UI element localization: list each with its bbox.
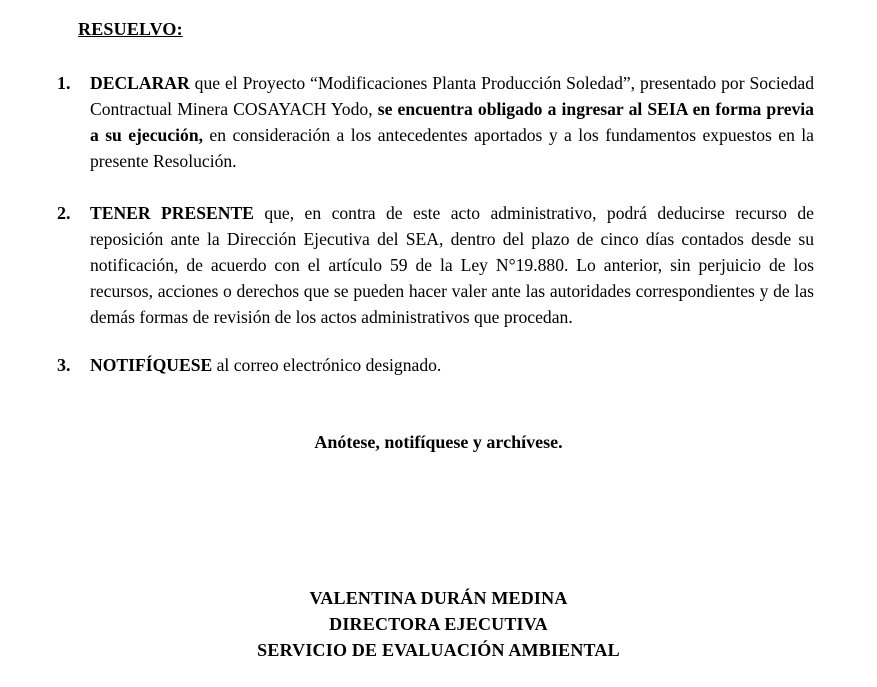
section-heading: RESUELVO:	[78, 19, 183, 39]
item-text-part: al correo electrónico designado.	[212, 355, 442, 375]
signatory-name: VALENTINA DURÁN MEDINA	[309, 588, 568, 608]
item-number: 1.	[57, 73, 71, 93]
item-text-part: que, en contra de este acto administrativo, podrá deducirse recurso de reposición ante la Dirección Ejecutiva del SEA, dentro del plazo de cinco días contados desde su notificación, de acuerdo con el artículo 59 de la Ley N°19.880. Lo anterior, sin perjuicio de los recursos, acciones o derechos que se pueden hacer valer ante las autoridades correspondientes y de las demás formas de revisión de los actos administrativos que procedan.	[90, 203, 814, 327]
signatory-organization: SERVICIO DE EVALUACIÓN AMBIENTAL	[257, 640, 620, 660]
item-bold-part: se encuentra obligado a ingresar al SEIA en forma previa a su ejecución,	[90, 99, 814, 145]
item-lead: TENER PRESENTE	[90, 203, 254, 223]
item-text-part: que el Proyecto “Modificaciones Planta Producción Soledad”, presentado por Sociedad Contractual Minera COSAYACH Yodo,	[90, 73, 814, 119]
item-lead: DECLARAR	[90, 73, 190, 93]
item-text	[90, 70, 814, 174]
signature-block	[0, 585, 877, 663]
item-text	[90, 352, 814, 378]
item-number: 3.	[57, 355, 71, 375]
item-lead: NOTIFÍQUESE	[90, 355, 213, 375]
signatory-title: DIRECTORA EJECUTIVA	[329, 614, 548, 634]
item-text	[90, 200, 814, 330]
item-text-part: en consideración a los antecedentes aportados y a los fundamentos expuestos en la presente Resolución.	[90, 125, 814, 171]
closing-formula: Anótese, notifíquese y archívese.	[314, 432, 563, 452]
item-number: 2.	[57, 203, 71, 223]
